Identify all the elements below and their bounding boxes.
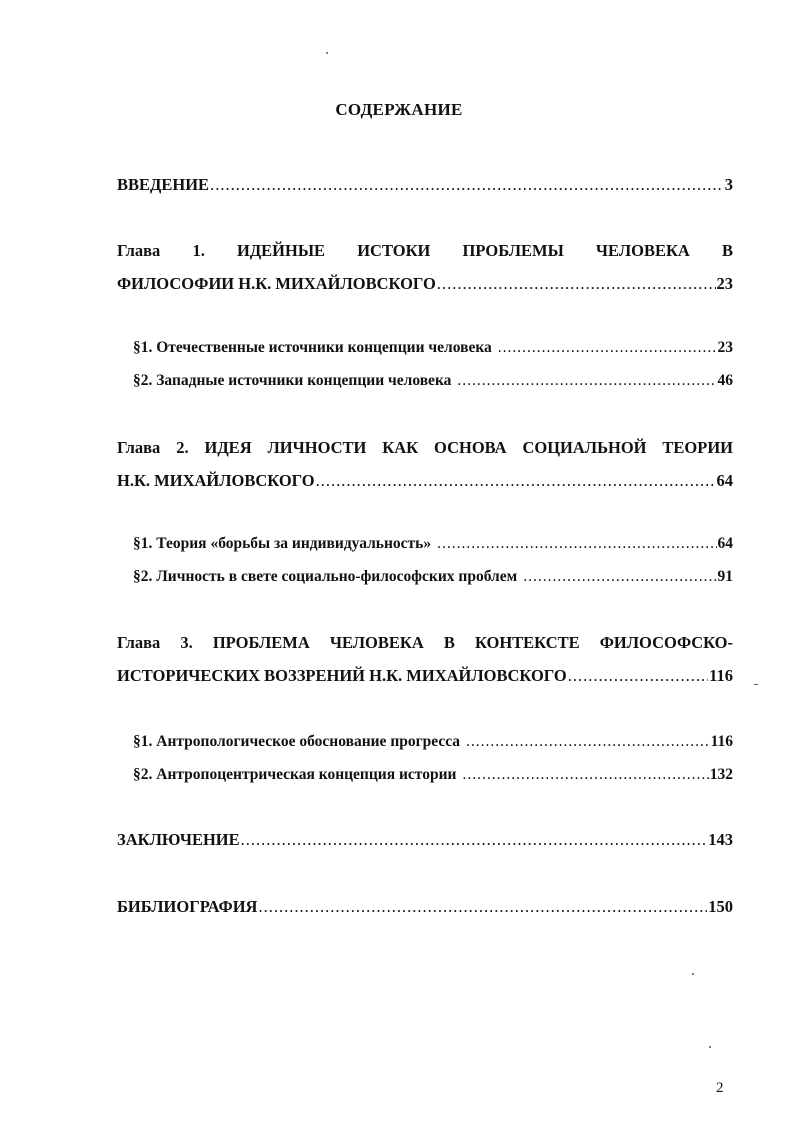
toc-entry-page: 143 — [708, 830, 733, 849]
page-title: СОДЕРЖАНИЕ — [335, 100, 463, 119]
toc-entry-chapter2[interactable] — [117, 471, 733, 499]
leader-dots — [258, 897, 707, 915]
scan-speck — [754, 684, 758, 685]
leader-dots — [498, 339, 717, 356]
toc-entry-page: 132 — [709, 766, 733, 783]
toc-entry-chapter2-section2[interactable] — [133, 568, 733, 596]
toc-entry-label: ВВЕДЕНИЕ — [117, 175, 210, 194]
scan-speck — [709, 1046, 711, 1048]
leader-dots — [466, 733, 710, 750]
leader-dots — [523, 568, 716, 585]
leader-dots — [568, 666, 708, 684]
toc-entry-page: 64 — [716, 471, 733, 490]
toc-entry-page: 116 — [710, 733, 733, 750]
toc-entry-chapter1[interactable] — [117, 274, 733, 302]
toc-entry-label: ИСТОРИЧЕСКИХ ВОЗЗРЕНИЙ Н.К. МИХАЙЛОВСКОГО — [117, 666, 567, 685]
toc-entry-chapter3-section2[interactable] — [133, 766, 733, 794]
toc-entry-label: ЗАКЛЮЧЕНИЕ — [117, 830, 240, 849]
toc-entry-page: 3 — [724, 175, 733, 194]
scan-speck — [326, 52, 328, 54]
leader-dots — [241, 830, 708, 848]
toc-entry-page: 150 — [708, 897, 733, 916]
chapter1-heading-line1: Глава 1. ИДЕЙНЫЕ ИСТОКИ ПРОБЛЕМЫ ЧЕЛОВЕКА В — [117, 241, 733, 260]
toc-entry-chapter1-section1[interactable] — [133, 339, 733, 367]
toc-entry-page: 116 — [709, 666, 733, 685]
chapter2-heading-line1: Глава 2. ИДЕЯ ЛИЧНОСТИ КАК ОСНОВА СОЦИАЛЬНОЙ ТЕОРИИ — [117, 438, 733, 457]
toc-entry-introduction[interactable] — [117, 175, 733, 203]
toc-entry-chapter1-section2[interactable] — [133, 372, 733, 400]
toc-entry-page: 64 — [717, 535, 733, 552]
toc-entry-chapter3[interactable] — [117, 666, 733, 694]
leader-dots — [462, 766, 708, 783]
toc-entry-bibliography[interactable] — [117, 897, 733, 925]
toc-entry-label: §2. Западные источники концепции человека — [133, 372, 452, 389]
toc-entry-page: 46 — [717, 372, 733, 389]
leader-dots — [210, 175, 724, 193]
toc-entry-label: §1. Теория «борьбы за индивидуальность» — [133, 535, 432, 552]
toc-entry-label: §2. Личность в свете социально-философских проблем — [133, 568, 518, 585]
toc-entry-chapter2-section1[interactable] — [133, 535, 733, 563]
page-number: 2 — [716, 1080, 724, 1096]
toc-entry-page: 23 — [716, 274, 733, 293]
leader-dots — [316, 471, 716, 489]
toc-entry-label: §2. Антропоцентрическая концепция истории — [133, 766, 457, 783]
leader-dots — [437, 535, 716, 552]
toc-entry-page: 91 — [717, 568, 733, 585]
toc-entry-page: 23 — [717, 339, 733, 356]
leader-dots — [457, 372, 716, 389]
toc-entry-conclusion[interactable] — [117, 830, 733, 858]
toc-entry-label: §1. Отечественные источники концепции человека — [133, 339, 492, 356]
toc-entry-label: §1. Антропологическое обоснование прогресса — [133, 733, 461, 750]
scan-speck — [692, 973, 694, 975]
toc-entry-label: ФИЛОСОФИИ Н.К. МИХАЙЛОВСКОГО — [117, 274, 436, 293]
toc-entry-label: Н.К. МИХАЙЛОВСКОГО — [117, 471, 315, 490]
toc-entry-chapter3-section1[interactable] — [133, 733, 733, 761]
chapter3-heading-line1: Глава 3. ПРОБЛЕМА ЧЕЛОВЕКА В КОНТЕКСТЕ ФИЛОСОФСКО- — [117, 633, 733, 652]
toc-entry-label: БИБЛИОГРАФИЯ — [117, 897, 258, 916]
leader-dots — [437, 274, 716, 292]
